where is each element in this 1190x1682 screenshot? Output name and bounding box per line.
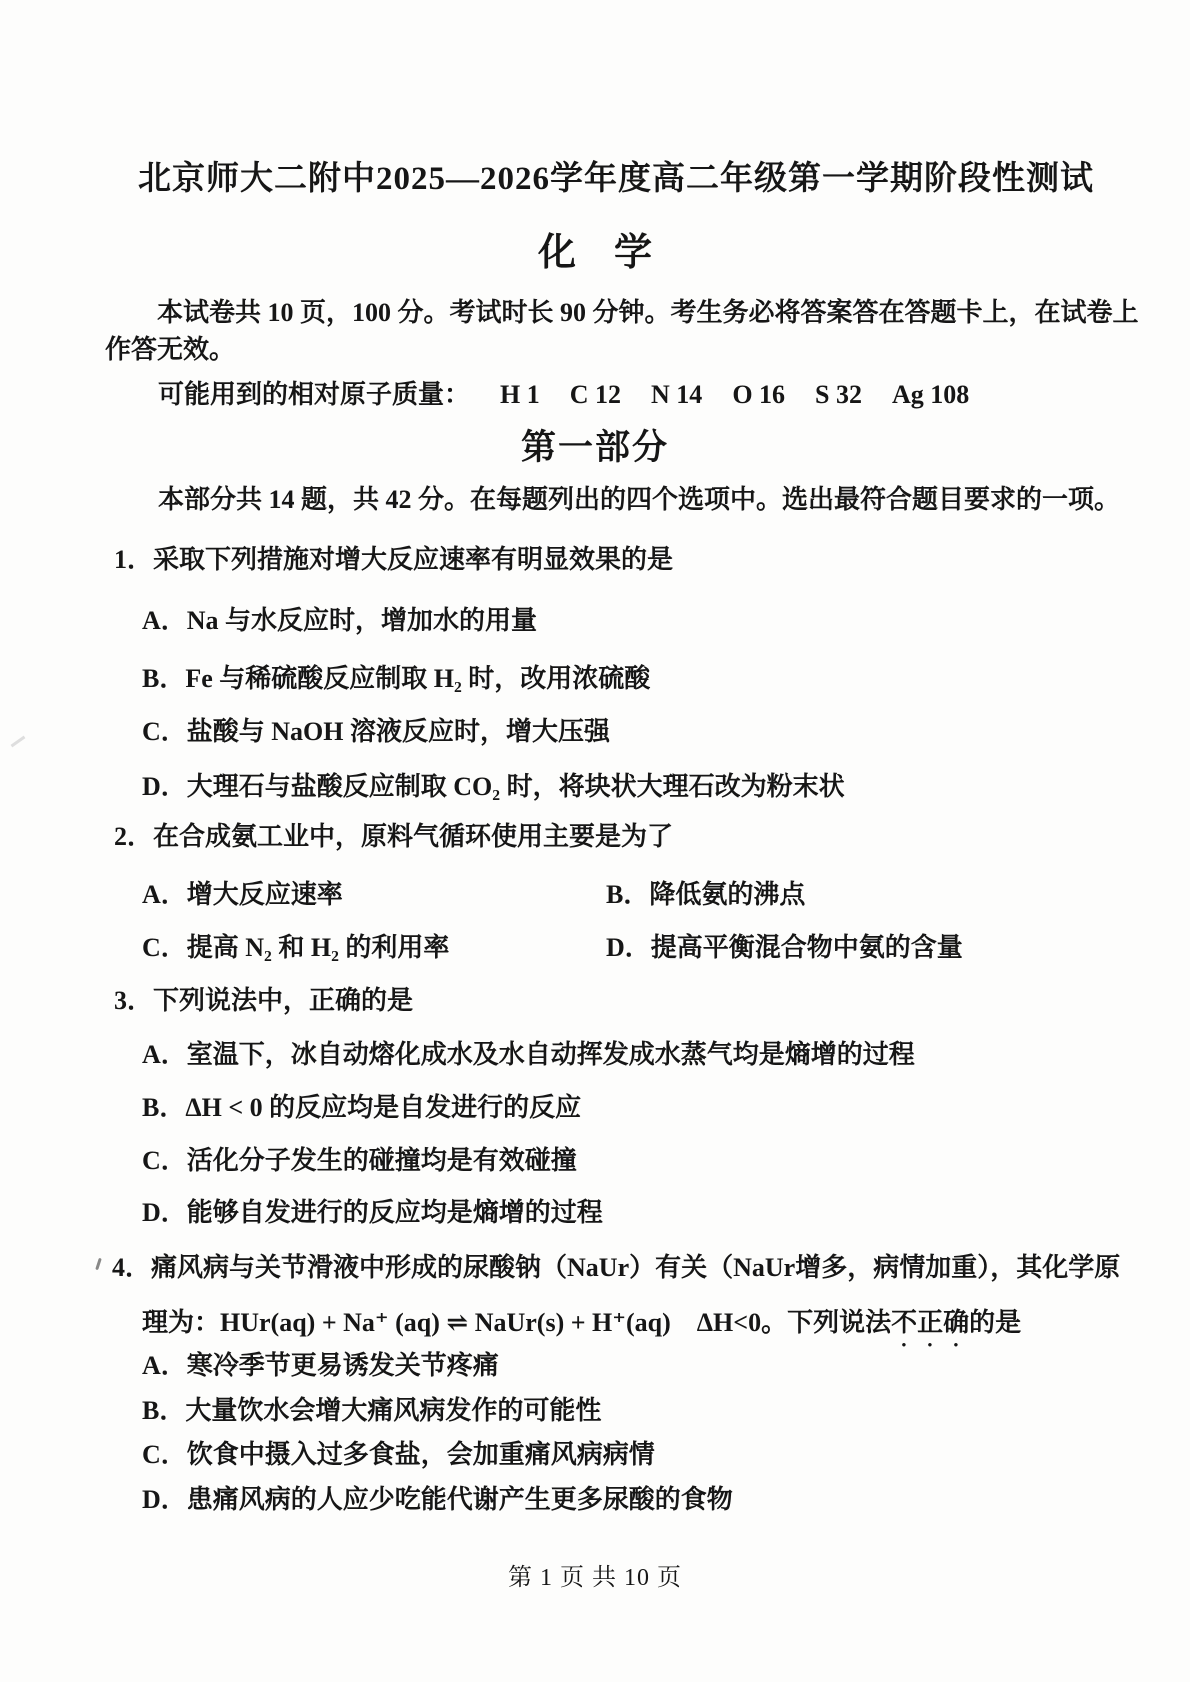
atomic-mass-Ag: Ag 108	[892, 380, 970, 409]
question-3-option-b	[142, 1095, 581, 1121]
page-number-footer: 第 1 页 共 10 页	[508, 1565, 682, 1591]
option-label: C．	[142, 1146, 187, 1175]
option-label: D．	[142, 1485, 187, 1514]
question-4-equation: 理为：HUr(aq) + Na⁺ (aq) ⇌ NaUr(s) + H⁺(aq) ΔH<0。下列说法	[142, 1308, 892, 1337]
subject-title: 化 学	[537, 232, 652, 274]
question-2-stem: 在合成氨工业中，原料气循环使用主要是为了	[153, 822, 674, 851]
question-2	[114, 824, 673, 850]
option-label: C．	[142, 933, 187, 962]
option-label: A．	[142, 1351, 187, 1380]
scan-tick-artifact	[95, 1258, 102, 1270]
atomic-mass-H: H 1	[500, 380, 540, 409]
question-1-option-b	[142, 666, 650, 692]
option-label: A．	[142, 606, 187, 635]
option-label: B．	[142, 664, 186, 693]
option-text: 提高 N₂ 和 H₂ 的利用率	[186, 933, 450, 962]
notice-line-2: 作答无效。	[105, 335, 236, 364]
question-4-stem-line2	[142, 1308, 1021, 1352]
option-text: 能够自发进行的反应均是熵增的过程	[186, 1198, 603, 1227]
option-label: C．	[142, 717, 187, 746]
option-label: B．	[142, 1093, 186, 1122]
section-one-title: 第一部分	[520, 428, 669, 467]
atomic-mass-S: S 32	[815, 380, 863, 409]
question-3-option-d	[142, 1200, 603, 1226]
question-1-option-d	[142, 774, 845, 800]
option-text: 患痛风病的人应少吃能代谢产生更多尿酸的食物	[186, 1485, 733, 1514]
option-text: 室温下，冰自动熔化成水及水自动挥发成水蒸气均是熵增的过程	[186, 1040, 915, 1069]
atomic-mass-C: C 12	[569, 380, 622, 409]
question-1-number: 1．	[114, 545, 154, 574]
option-text: 大理石与盐酸反应制取 CO₂ 时，将块状大理石改为粉末状	[186, 772, 845, 801]
atomic-mass-N: N 14	[651, 380, 703, 409]
question-1-option-c	[142, 719, 610, 745]
option-label: C．	[142, 1440, 187, 1469]
scan-smudge-artifact	[11, 736, 26, 748]
option-text: 活化分子发生的碰撞均是有效碰撞	[186, 1146, 577, 1175]
option-label: D．	[606, 933, 651, 962]
question-1-option-a	[142, 608, 537, 634]
option-text: 增大反应速率	[186, 880, 343, 909]
option-text: Na 与水反应时，增加水的用量	[186, 606, 538, 635]
question-4-option-a	[142, 1353, 499, 1379]
question-4-option-c	[142, 1442, 655, 1468]
option-label: B．	[606, 880, 650, 909]
option-label: A．	[142, 1040, 187, 1069]
question-4-option-b	[142, 1398, 601, 1424]
question-4-option-d	[142, 1487, 733, 1513]
option-text: 盐酸与 NaOH 溶液反应时，增大压强	[186, 717, 611, 746]
question-3-stem: 下列说法中，正确的是	[153, 986, 414, 1015]
option-text: Fe 与稀硫酸反应制取 H₂ 时，改用浓硫酸	[185, 664, 651, 693]
question-3-option-a	[142, 1042, 915, 1068]
question-4-stem-tail: 的是	[969, 1308, 1022, 1337]
question-3	[114, 988, 413, 1014]
question-2-option-d	[606, 935, 963, 961]
question-4	[112, 1255, 1120, 1281]
option-label: A．	[142, 880, 187, 909]
exam-title: 北京师大二附中2025—2026学年度高二年级第一学期阶段性测试	[138, 161, 1094, 197]
option-text: 降低氨的沸点	[649, 880, 806, 909]
question-2-option-c	[142, 935, 449, 961]
question-1-stem: 采取下列措施对增大反应速率有明显效果的是	[153, 545, 674, 574]
section-one-description: 本部分共 14 题，共 42 分。在每题列出的四个选项中。选出最符合题目要求的一项。	[158, 485, 1121, 514]
question-4-number: 4．	[112, 1253, 152, 1282]
option-text: ΔH < 0 的反应均是自发进行的反应	[185, 1093, 582, 1122]
question-3-number: 3．	[114, 986, 154, 1015]
option-text: 大量饮水会增大痛风病发作的可能性	[185, 1396, 602, 1425]
notice-line-1: 本试卷共 10 页，100 分。考试时长 90 分钟。考生务必将答案答在答题卡上，在试卷上	[157, 298, 1139, 327]
question-2-option-a	[142, 882, 343, 908]
question-2-option-b	[606, 882, 805, 908]
atomic-mass-label: 可能用到的相对原子质量：	[158, 380, 471, 409]
option-text: 饮食中摄入过多食盐，会加重痛风病病情	[186, 1440, 655, 1469]
option-text: 寒冷季节更易诱发关节疼痛	[186, 1351, 499, 1380]
option-label: D．	[142, 772, 187, 801]
question-4-stem-line1: 痛风病与关节滑液中形成的尿酸钠（NaUr）有关（NaUr增多，病情加重），其化学原	[151, 1253, 1121, 1282]
question-1	[114, 547, 673, 573]
option-label: B．	[142, 1396, 186, 1425]
question-2-number: 2．	[114, 822, 154, 851]
option-label: D．	[142, 1198, 187, 1227]
option-text: 提高平衡混合物中氨的含量	[650, 933, 963, 962]
question-3-option-c	[142, 1148, 577, 1174]
atomic-mass-O: O 16	[732, 380, 786, 409]
question-4-emphasis: 不正确	[891, 1308, 970, 1337]
atomic-mass-line	[158, 382, 969, 408]
